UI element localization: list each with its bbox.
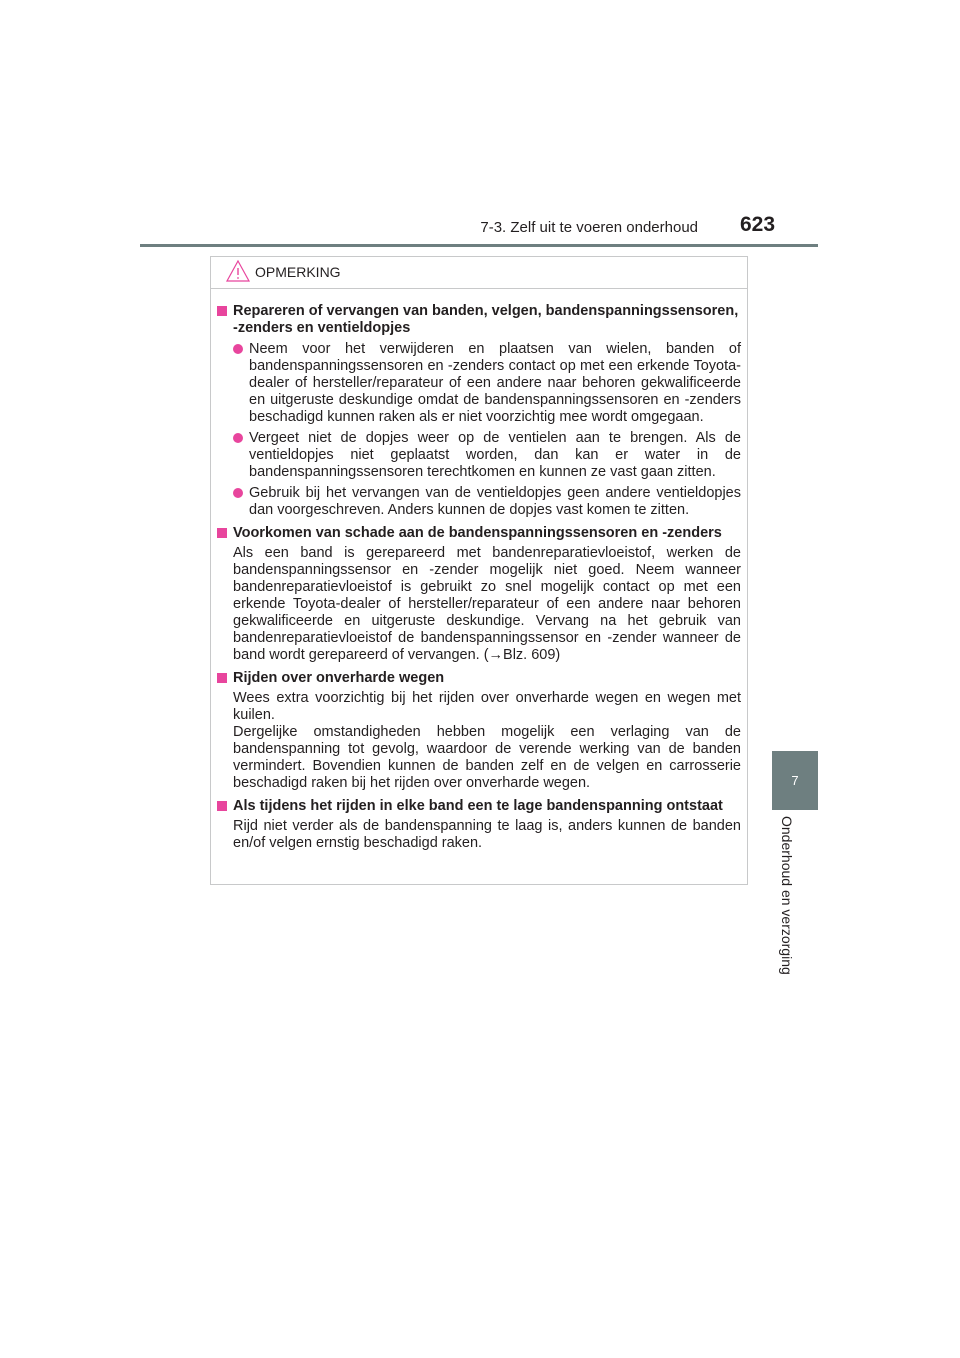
square-bullet-icon [217, 801, 227, 811]
section-prevent-damage [217, 525, 741, 664]
section-paragraph: Wees extra voorzichtig bij het rijden over onverharde wegen en wegen met kuilen. [233, 690, 741, 723]
bullet-item [233, 341, 741, 426]
page-number: 623 [740, 213, 776, 236]
square-bullet-icon [217, 306, 227, 316]
header-divider [140, 244, 818, 247]
chapter-side-title: Onderhoud en verzorging [779, 816, 795, 975]
section-heading: Repareren of vervangen van banden, velgen, bandenspanningssensoren, -zenders en ventieldopjes [233, 303, 739, 336]
section-title: 7-3. Zelf uit te voeren onderhoud [480, 219, 698, 236]
square-bullet-icon [217, 673, 227, 683]
notice-header [211, 257, 747, 289]
section-heading: Voorkomen van schade aan de bandenspanningssensoren en -zenders [233, 525, 722, 541]
section-low-pressure [217, 798, 741, 852]
section-unpaved-roads [217, 670, 741, 792]
notice-box [210, 256, 748, 885]
section-paragraph: Als een band is gerepareerd met bandenreparatievloeistof, werken de bandenspanningssensor en -zender mogelijk niet goed. Neem wanneer bandenreparatievloeistof is gebruikt zo snel mogelijk contact op met een erkende Toyota-dealer of hersteller/reparateur of een andere naar behoren gekwalificeerde en uitgeruste deskundige. Vervang na het gebruik van bandenreparatievloeistof de bandenspanningssensor en -zender wanneer de band wordt gerepareerd of vervangen. (→Blz. 609) [233, 545, 741, 663]
dot-bullet-icon [233, 433, 243, 443]
bullet-text: Gebruik bij het vervangen van de ventieldopjes geen andere ventieldopjes dan voorgeschreven. Anders kunnen de dopjes vast komen te zitten. [249, 485, 741, 518]
section-heading: Als tijdens het rijden in elke band een te lage bandenspanning ontstaat [233, 798, 723, 814]
dot-bullet-icon [233, 488, 243, 498]
notice-body [211, 289, 747, 852]
chapter-tab[interactable]: 7 [772, 751, 818, 810]
section-paragraph: Dergelijke omstandigheden hebben mogelijk een verlaging van de bandenspanning tot gevolg, waardoor de verende werking van de banden vermindert. Bovendien kunnen de banden zelf en de velgen en carrosserie beschadigd raken bij het rijden over onverharde wegen. [233, 724, 741, 791]
square-bullet-icon [217, 528, 227, 538]
section-repair [217, 303, 741, 519]
warning-triangle-icon [225, 259, 251, 288]
notice-title: OPMERKING [255, 264, 341, 280]
bullet-text: Neem voor het verwijderen en plaatsen van wielen, banden of bandenspanningssensoren en -zenders contact op met een erkende Toyota-dealer of hersteller/reparateur of een andere naar behoren gekwalificeerde en uitgeruste deskundige omdat de bandenspanningssensoren en -zenders beschadigd kunnen raken als er niet voorzichtig mee wordt omgegaan. [249, 341, 741, 425]
section-heading: Rijden over onverharde wegen [233, 670, 445, 686]
dot-bullet-icon [233, 344, 243, 354]
bullet-text: Vergeet niet de dopjes weer op de ventielen aan te brengen. Als de ventieldopjes niet geplaatst worden, dan kan er water in de bandenspanningssensoren terechtkomen en kunnen ze vast gaan zitten. [249, 430, 741, 480]
bullet-item [233, 430, 741, 481]
section-paragraph: Rijd niet verder als de bandenspanning te laag is, anders kunnen de banden en/of velgen ernstig beschadigd raken. [233, 818, 741, 851]
bullet-item [233, 485, 741, 519]
